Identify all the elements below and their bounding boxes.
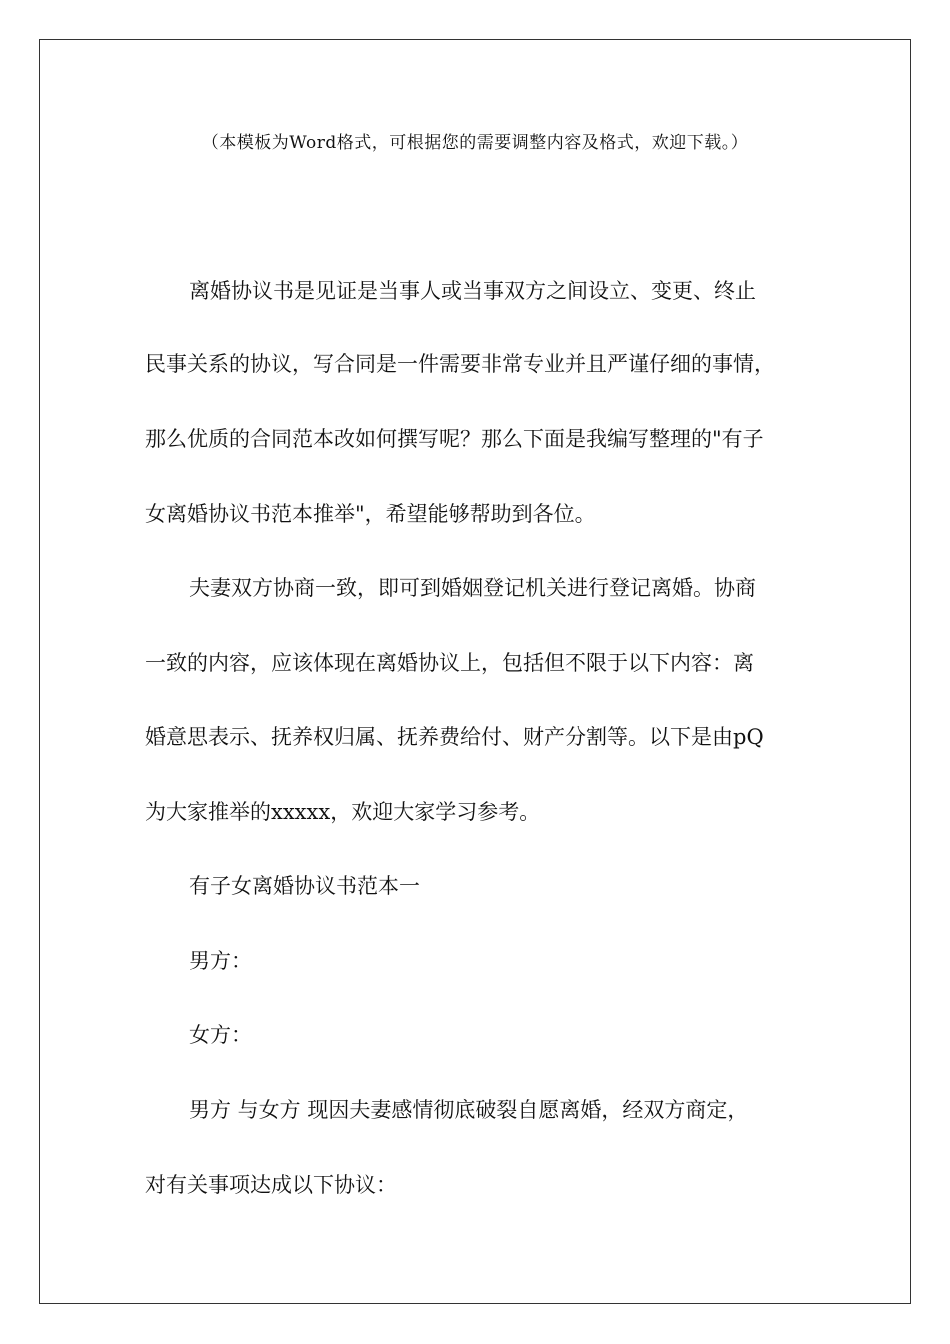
male-party-label: 男方： — [189, 949, 252, 973]
paragraph-line: 为大家推举的xxxxx，欢迎大家学习参考。 — [145, 800, 541, 824]
female-party-label: 女方： — [189, 1023, 252, 1047]
paragraph-line: 男方 与女方 现因夫妻感情彻底破裂自愿离婚，经双方商定， — [189, 1098, 749, 1122]
paragraph-line: 离婚协议书是见证是当事人或当事双方之间设立、变更、终止 — [189, 279, 756, 303]
paragraph-line: 那么优质的合同范本改如何撰写呢？那么下面是我编写整理的"有子 — [145, 427, 764, 451]
paragraph-line: 女离婚协议书范本推举"，希望能够帮助到各位。 — [145, 502, 596, 526]
section-title: 有子女离婚协议书范本一 — [189, 874, 420, 898]
template-note: （本模板为Word格式，可根据您的需要调整内容及格式，欢迎下载。） — [201, 133, 749, 153]
paragraph-line: 夫妻双方协商一致，即可到婚姻登记机关进行登记离婚。协商 — [189, 576, 756, 600]
paragraph-line: 婚意思表示、抚养权归属、抚养费给付、财产分割等。以下是由pQ — [145, 725, 764, 749]
paragraph-line: 一致的内容，应该体现在离婚协议上，包括但不限于以下内容：离 — [145, 651, 754, 675]
paragraph-line: 民事关系的协议，写合同是一件需要非常专业并且严谨仔细的事情， — [145, 352, 775, 376]
paragraph-line: 对有关事项达成以下协议： — [145, 1173, 397, 1197]
